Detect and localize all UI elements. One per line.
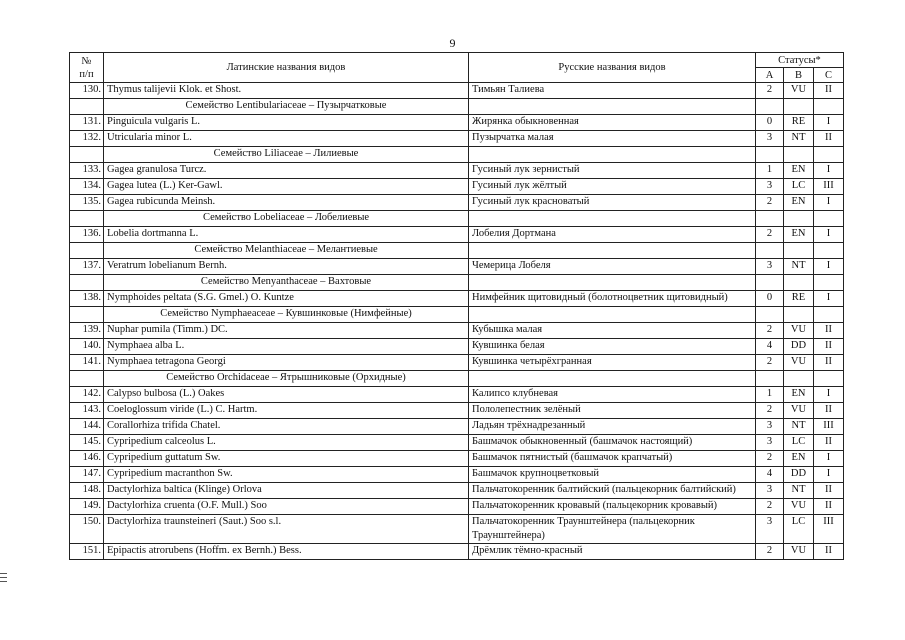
species-number: 137. xyxy=(70,259,104,275)
status-a: 4 xyxy=(756,339,784,355)
status-a: 3 xyxy=(756,435,784,451)
family-number-cell xyxy=(70,99,104,115)
family-status-c-cell xyxy=(814,211,844,227)
status-b: EN xyxy=(784,387,814,403)
russian-name: Гусиный лук жёлтый xyxy=(469,179,756,195)
family-status-a-cell xyxy=(756,371,784,387)
latin-name: Nymphaea alba L. xyxy=(104,339,469,355)
family-row xyxy=(70,211,844,227)
status-b: VU xyxy=(784,83,814,99)
russian-name: Чемерица Лобеля xyxy=(469,259,756,275)
latin-name: Dactylorhiza cruenta (O.F. Mull.) Soo xyxy=(104,499,469,515)
status-b: LC xyxy=(784,179,814,195)
species-row xyxy=(70,83,844,99)
family-russian-cell xyxy=(469,275,756,291)
family-russian-cell xyxy=(469,307,756,323)
latin-name: Dactylorhiza traunsteineri (Saut.) Soo s.l. xyxy=(104,515,469,544)
latin-name: Gagea rubicunda Meinsh. xyxy=(104,195,469,211)
russian-name: Пузырчатка малая xyxy=(469,131,756,147)
species-row xyxy=(70,451,844,467)
status-b: RE xyxy=(784,115,814,131)
status-c: II xyxy=(814,339,844,355)
family-status-c-cell xyxy=(814,307,844,323)
family-row xyxy=(70,275,844,291)
status-a: 1 xyxy=(756,163,784,179)
status-a: 3 xyxy=(756,259,784,275)
header-number-line1: № xyxy=(81,55,92,67)
latin-name: Thymus talijevii Klok. et Shost. xyxy=(104,83,469,99)
status-b: VU xyxy=(784,544,814,560)
status-a: 2 xyxy=(756,355,784,371)
species-number: 148. xyxy=(70,483,104,499)
status-b: LC xyxy=(784,515,814,544)
species-row xyxy=(70,387,844,403)
species-row xyxy=(70,499,844,515)
status-c: I xyxy=(814,115,844,131)
family-russian-cell xyxy=(469,243,756,259)
russian-name: Башмачок обыкновенный (башмачок настоящий) xyxy=(469,435,756,451)
family-name: Семейство Orchidaceae – Ятрышниковые (Орхидные) xyxy=(104,371,469,387)
species-number: 132. xyxy=(70,131,104,147)
species-row xyxy=(70,179,844,195)
family-status-b-cell xyxy=(784,99,814,115)
status-b: VU xyxy=(784,499,814,515)
status-c: II xyxy=(814,483,844,499)
status-a: 3 xyxy=(756,179,784,195)
russian-name: Башмачок крупноцветковый xyxy=(469,467,756,483)
status-c: II xyxy=(814,323,844,339)
russian-name: Пололепестник зелёный xyxy=(469,403,756,419)
status-b: DD xyxy=(784,339,814,355)
family-name: Семейство Melanthiaceae – Мелантиевые xyxy=(104,243,469,259)
status-a: 2 xyxy=(756,227,784,243)
russian-name: Гусиный лук красноватый xyxy=(469,195,756,211)
latin-name: Cypripedium calceolus L. xyxy=(104,435,469,451)
species-row xyxy=(70,419,844,435)
species-row xyxy=(70,355,844,371)
family-row xyxy=(70,147,844,163)
status-b: VU xyxy=(784,323,814,339)
family-number-cell xyxy=(70,275,104,291)
family-status-c-cell xyxy=(814,275,844,291)
header-latin-names: Латинские названия видов xyxy=(104,53,469,83)
family-name: Семейство Nymphaeaceae – Кувшинковые (Нимфейные) xyxy=(104,307,469,323)
species-number: 144. xyxy=(70,419,104,435)
status-b: NT xyxy=(784,419,814,435)
russian-name: Кувшинка белая xyxy=(469,339,756,355)
family-number-cell xyxy=(70,211,104,227)
status-c: II xyxy=(814,355,844,371)
status-c: II xyxy=(814,131,844,147)
species-number: 150. xyxy=(70,515,104,544)
species-number: 146. xyxy=(70,451,104,467)
status-a: 2 xyxy=(756,83,784,99)
family-name: Семейство Liliaceae – Лилиевые xyxy=(104,147,469,163)
latin-name: Gagea granulosa Turcz. xyxy=(104,163,469,179)
russian-name: Калипсо клубневая xyxy=(469,387,756,403)
status-a: 1 xyxy=(756,387,784,403)
species-number: 139. xyxy=(70,323,104,339)
species-row xyxy=(70,435,844,451)
species-number: 145. xyxy=(70,435,104,451)
status-a: 3 xyxy=(756,419,784,435)
family-status-b-cell xyxy=(784,211,814,227)
family-status-a-cell xyxy=(756,211,784,227)
latin-name: Lobelia dortmanna L. xyxy=(104,227,469,243)
species-number: 142. xyxy=(70,387,104,403)
status-a: 3 xyxy=(756,131,784,147)
species-number: 134. xyxy=(70,179,104,195)
family-number-cell xyxy=(70,307,104,323)
latin-name: Nymphaea tetragona Georgi xyxy=(104,355,469,371)
species-number: 130. xyxy=(70,83,104,99)
status-a: 0 xyxy=(756,115,784,131)
status-c: I xyxy=(814,227,844,243)
species-number: 141. xyxy=(70,355,104,371)
russian-name: Кубышка малая xyxy=(469,323,756,339)
species-status-table xyxy=(69,52,844,560)
status-c: II xyxy=(814,499,844,515)
family-status-c-cell xyxy=(814,99,844,115)
russian-name: Башмачок пятнистый (башмачок крапчатый) xyxy=(469,451,756,467)
status-a: 2 xyxy=(756,544,784,560)
russian-name: Лобелия Дортмана xyxy=(469,227,756,243)
russian-name: Ладьян трёхнадрезанный xyxy=(469,419,756,435)
species-row xyxy=(70,544,844,560)
family-status-b-cell xyxy=(784,371,814,387)
species-row xyxy=(70,227,844,243)
header-status-b: B xyxy=(784,68,814,83)
species-number: 136. xyxy=(70,227,104,243)
margin-mark xyxy=(0,573,7,574)
page-number: 9 xyxy=(449,36,456,50)
species-row xyxy=(70,259,844,275)
status-a: 3 xyxy=(756,483,784,499)
family-russian-cell xyxy=(469,147,756,163)
latin-name: Cypripedium guttatum Sw. xyxy=(104,451,469,467)
status-a: 2 xyxy=(756,451,784,467)
species-number: 140. xyxy=(70,339,104,355)
russian-name: Пальчатокоренник кровавый (пальцекорник кровавый) xyxy=(469,499,756,515)
status-a: 2 xyxy=(756,195,784,211)
family-status-b-cell xyxy=(784,243,814,259)
status-b: LC xyxy=(784,435,814,451)
status-a: 2 xyxy=(756,323,784,339)
status-b: VU xyxy=(784,355,814,371)
species-number: 131. xyxy=(70,115,104,131)
species-row xyxy=(70,403,844,419)
margin-mark xyxy=(0,577,7,578)
latin-name: Corallorhiza trifida Chatel. xyxy=(104,419,469,435)
family-status-a-cell xyxy=(756,147,784,163)
status-a: 0 xyxy=(756,291,784,307)
header-number-line2: п/п xyxy=(79,68,94,80)
family-status-b-cell xyxy=(784,307,814,323)
family-status-c-cell xyxy=(814,371,844,387)
status-a: 2 xyxy=(756,403,784,419)
family-status-a-cell xyxy=(756,99,784,115)
family-row xyxy=(70,243,844,259)
family-status-c-cell xyxy=(814,243,844,259)
status-c: I xyxy=(814,451,844,467)
status-b: EN xyxy=(784,163,814,179)
header-status-a: A xyxy=(756,68,784,83)
species-row xyxy=(70,163,844,179)
family-russian-cell xyxy=(469,99,756,115)
species-number: 133. xyxy=(70,163,104,179)
species-row xyxy=(70,115,844,131)
status-a: 3 xyxy=(756,515,784,544)
status-b: DD xyxy=(784,467,814,483)
status-c: I xyxy=(814,467,844,483)
status-b: EN xyxy=(784,195,814,211)
status-c: III xyxy=(814,419,844,435)
latin-name: Utricularia minor L. xyxy=(104,131,469,147)
family-russian-cell xyxy=(469,211,756,227)
margin-mark xyxy=(0,581,7,582)
species-number: 151. xyxy=(70,544,104,560)
latin-name: Veratrum lobelianum Bernh. xyxy=(104,259,469,275)
family-number-cell xyxy=(70,371,104,387)
family-russian-cell xyxy=(469,371,756,387)
species-row xyxy=(70,291,844,307)
status-b: EN xyxy=(784,451,814,467)
latin-name: Gagea lutea (L.) Ker-Gawl. xyxy=(104,179,469,195)
species-number: 149. xyxy=(70,499,104,515)
latin-name: Calypso bulbosa (L.) Oakes xyxy=(104,387,469,403)
family-status-b-cell xyxy=(784,147,814,163)
status-b: VU xyxy=(784,403,814,419)
status-b: NT xyxy=(784,483,814,499)
species-row xyxy=(70,195,844,211)
russian-name: Нимфейник щитовидный (болотноцветник щитовидный) xyxy=(469,291,756,307)
status-c: III xyxy=(814,515,844,544)
family-name: Семейство Lobeliaceae – Лобелиевые xyxy=(104,211,469,227)
family-status-a-cell xyxy=(756,243,784,259)
status-c: III xyxy=(814,179,844,195)
family-name: Семейство Menyanthaceae – Вахтовые xyxy=(104,275,469,291)
latin-name: Epipactis atrorubens (Hoffm. ex Bernh.) Bess. xyxy=(104,544,469,560)
species-row xyxy=(70,323,844,339)
family-row xyxy=(70,99,844,115)
russian-name: Пальчатокоренник Траунштейнера (пальцекорник Траунштейнера) xyxy=(469,515,756,544)
species-row xyxy=(70,515,844,544)
status-b: NT xyxy=(784,131,814,147)
family-row xyxy=(70,371,844,387)
header-row xyxy=(70,53,844,68)
family-row xyxy=(70,307,844,323)
status-c: I xyxy=(814,195,844,211)
family-number-cell xyxy=(70,147,104,163)
status-c: I xyxy=(814,291,844,307)
status-c: II xyxy=(814,435,844,451)
table-body xyxy=(70,83,844,560)
latin-name: Nuphar pumila (Timm.) DC. xyxy=(104,323,469,339)
status-a: 2 xyxy=(756,499,784,515)
family-status-b-cell xyxy=(784,275,814,291)
status-c: II xyxy=(814,83,844,99)
header-russian-names: Русские названия видов xyxy=(469,53,756,83)
status-c: II xyxy=(814,544,844,560)
family-name: Семейство Lentibulariaceae – Пузырчатковые xyxy=(104,99,469,115)
species-row xyxy=(70,467,844,483)
family-status-c-cell xyxy=(814,147,844,163)
russian-name: Дрёмлик тёмно-красный xyxy=(469,544,756,560)
latin-name: Nymphoides peltata (S.G. Gmel.) O. Kuntze xyxy=(104,291,469,307)
species-row xyxy=(70,339,844,355)
species-number: 135. xyxy=(70,195,104,211)
species-number: 147. xyxy=(70,467,104,483)
status-c: II xyxy=(814,403,844,419)
species-row xyxy=(70,131,844,147)
header-number xyxy=(70,53,104,83)
status-a: 4 xyxy=(756,467,784,483)
status-c: I xyxy=(814,163,844,179)
header-statuses: Статусы* xyxy=(756,53,844,68)
latin-name: Pinguicula vulgaris L. xyxy=(104,115,469,131)
russian-name: Тимьян Талиева xyxy=(469,83,756,99)
species-number: 138. xyxy=(70,291,104,307)
russian-name: Кувшинка четырёхгранная xyxy=(469,355,756,371)
status-c: I xyxy=(814,259,844,275)
species-row xyxy=(70,483,844,499)
latin-name: Dactylorhiza baltica (Klinge) Orlova xyxy=(104,483,469,499)
header-status-c: C xyxy=(814,68,844,83)
russian-name: Жирянка обыкновенная xyxy=(469,115,756,131)
status-b: RE xyxy=(784,291,814,307)
russian-name: Гусиный лук зернистый xyxy=(469,163,756,179)
family-number-cell xyxy=(70,243,104,259)
latin-name: Coeloglossum viride (L.) C. Hartm. xyxy=(104,403,469,419)
family-status-a-cell xyxy=(756,275,784,291)
species-number: 143. xyxy=(70,403,104,419)
status-c: I xyxy=(814,387,844,403)
russian-name: Пальчатокоренник балтийский (пальцекорник балтийский) xyxy=(469,483,756,499)
family-status-a-cell xyxy=(756,307,784,323)
latin-name: Cypripedium macranthon Sw. xyxy=(104,467,469,483)
status-b: NT xyxy=(784,259,814,275)
status-b: EN xyxy=(784,227,814,243)
